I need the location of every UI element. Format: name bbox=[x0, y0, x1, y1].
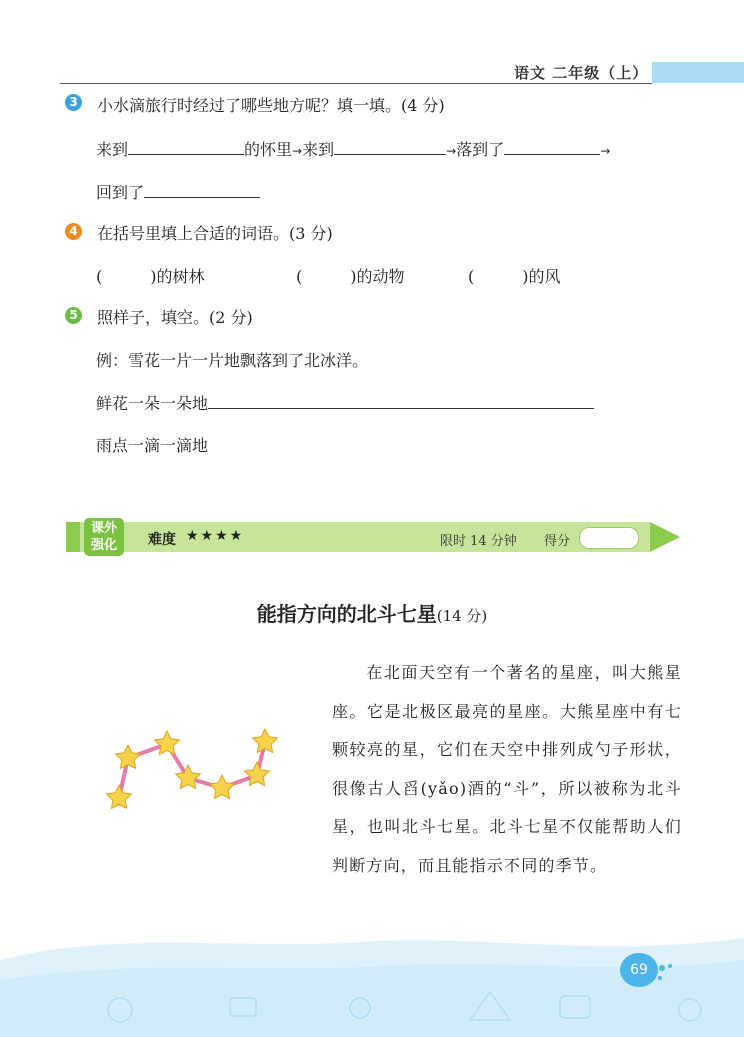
badge-line-2: 强化 bbox=[90, 538, 117, 553]
article-title bbox=[0, 598, 744, 627]
banner-left-strip bbox=[66, 522, 80, 552]
big-dipper-illustration bbox=[95, 720, 290, 820]
header-rule bbox=[60, 83, 652, 84]
q3-blank-2[interactable] bbox=[334, 140, 446, 155]
difficulty-stars-icon: ★★★★ bbox=[186, 528, 245, 544]
question-3-line-1 bbox=[96, 137, 610, 160]
q5-example: 例：雪花一片一片地飘落到了北冰洋。 bbox=[96, 351, 369, 370]
question-3-number: 3 bbox=[65, 94, 82, 111]
star-icon bbox=[155, 731, 180, 755]
arrow-icon: → bbox=[446, 144, 457, 158]
score-input-box[interactable] bbox=[579, 527, 639, 549]
q3-blank-3[interactable] bbox=[504, 140, 600, 155]
banner-arrow-tip bbox=[650, 522, 680, 552]
page-dots-decoration bbox=[656, 962, 686, 992]
q4-item-wind[interactable]: ( )的风 bbox=[468, 267, 561, 286]
extra-practice-badge bbox=[84, 518, 124, 556]
article-points: (14 分) bbox=[436, 607, 488, 625]
star-icon bbox=[176, 765, 201, 789]
question-3-prompt: 小水滴旅行时经过了哪些地方呢？填一填。(4 分) bbox=[97, 96, 445, 115]
difficulty-label: 难度 bbox=[148, 532, 176, 548]
q5-line-1-text: 鲜花一朵一朵地 bbox=[96, 394, 209, 413]
star-icon bbox=[116, 745, 141, 769]
question-4-number: 4 bbox=[65, 223, 82, 240]
time-limit-label: 限时 14 分钟 bbox=[440, 534, 517, 549]
star-icon bbox=[210, 775, 235, 799]
q3-text-embrace: 的怀里 bbox=[244, 140, 293, 159]
q3-text-to: 来到 bbox=[96, 140, 129, 159]
q5-line-2: 雨点一滴一滴地 bbox=[96, 436, 209, 455]
q3-blank-4[interactable] bbox=[144, 183, 260, 198]
badge-line-1: 课外 bbox=[90, 521, 117, 536]
q3-blank-1[interactable] bbox=[128, 140, 244, 155]
arrow-icon: → bbox=[600, 144, 611, 158]
question-5-number: 5 bbox=[65, 307, 82, 324]
question-5-prompt: 照样子，填空。(2 分) bbox=[97, 308, 253, 327]
question-4-prompt: 在括号里填上合适的词语。(3 分) bbox=[97, 224, 333, 243]
star-icon bbox=[253, 729, 278, 753]
star-icons bbox=[107, 729, 278, 809]
article-title-text: 能指方向的北斗七星 bbox=[256, 602, 437, 626]
constellation-line bbox=[119, 742, 265, 798]
q3-text-back: 回到了 bbox=[96, 183, 145, 202]
article-body-text: 在北面天空有一个著名的星座，叫大熊星座。它是北极区最亮的星座。大熊星座中有七颗较亮的星，它们在天空中排列成勺子形状，很像古人舀(yǎo)酒的“斗”，所以被称为北斗星，也叫北斗七星。北斗七星不仅能帮助人们判断方向，而且能指示不同的季节。 bbox=[332, 663, 682, 875]
q5-blank-1[interactable] bbox=[208, 394, 594, 409]
subject-grade-label: 语文 二年级（上） bbox=[514, 64, 649, 82]
header-color-bar bbox=[652, 62, 744, 83]
star-icon bbox=[107, 785, 132, 809]
q3-text-fell: 落到了 bbox=[456, 140, 505, 159]
article-body bbox=[332, 654, 682, 885]
page-number: 69 bbox=[620, 953, 658, 987]
q3-text-to-2: 来到 bbox=[302, 140, 335, 159]
q4-item-animal[interactable]: ( )的动物 bbox=[296, 267, 405, 286]
arrow-icon: → bbox=[292, 144, 303, 158]
question-3-line-2 bbox=[96, 180, 260, 203]
q5-line-1 bbox=[96, 391, 594, 414]
star-icon bbox=[245, 762, 270, 786]
q4-item-forest[interactable]: ( )的树林 bbox=[96, 267, 205, 286]
score-label: 得分 bbox=[544, 534, 571, 549]
